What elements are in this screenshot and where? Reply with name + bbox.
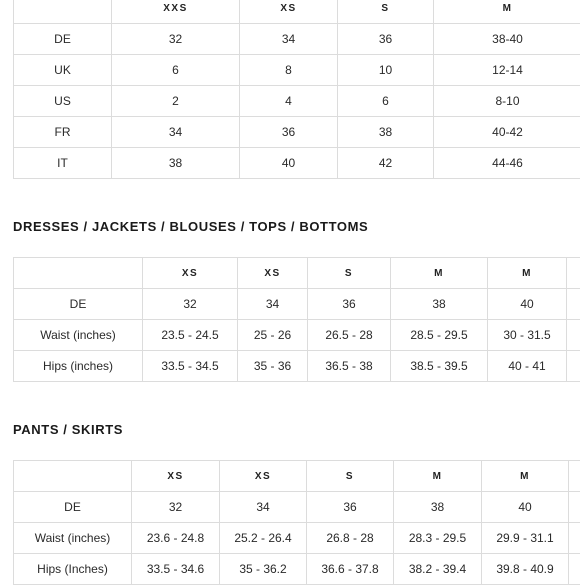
table-row xyxy=(14,351,580,382)
row-label: Waist (inches) xyxy=(14,523,132,554)
table-cell xyxy=(567,320,580,351)
pants-size-table xyxy=(13,460,580,585)
table-cell: 32 xyxy=(143,289,238,320)
table-cell: 36 xyxy=(307,492,394,523)
table-cell: 6 xyxy=(338,86,434,117)
table-header-row xyxy=(14,461,580,492)
table-cell: 25 - 26 xyxy=(238,320,308,351)
table-cell: 6 xyxy=(112,55,240,86)
row-label: FR xyxy=(14,117,112,148)
table-cell: 34 xyxy=(220,492,307,523)
table-cell: 23.5 - 24.5 xyxy=(143,320,238,351)
header-cell xyxy=(14,0,112,24)
header-cell: M xyxy=(482,461,569,492)
table-cell: 44-46 xyxy=(434,148,580,179)
table-cell: 8-10 xyxy=(434,86,580,117)
table-cell: 38 xyxy=(391,289,488,320)
header-cell: XS xyxy=(143,258,238,289)
table-header-row xyxy=(14,258,580,289)
table-cell: 10 xyxy=(338,55,434,86)
header-cell: M xyxy=(394,461,482,492)
header-cell xyxy=(14,258,143,289)
dresses-size-table xyxy=(13,257,580,382)
table-cell xyxy=(569,492,580,523)
row-label: Hips (Inches) xyxy=(14,554,132,585)
row-label: IT xyxy=(14,148,112,179)
table-cell: 4 xyxy=(240,86,338,117)
header-cell: S xyxy=(308,258,391,289)
table-cell: 38.5 - 39.5 xyxy=(391,351,488,382)
header-cell: XS xyxy=(238,258,308,289)
table-row xyxy=(14,289,580,320)
table-cell: 42 xyxy=(338,148,434,179)
table-cell: 30 - 31.5 xyxy=(488,320,567,351)
section-title-pants: PANTS / SKIRTS xyxy=(13,422,123,437)
table-cell: 26.8 - 28 xyxy=(307,523,394,554)
row-label: DE xyxy=(14,289,143,320)
row-label: DE xyxy=(14,492,132,523)
table-cell: 36.5 - 38 xyxy=(308,351,391,382)
table-cell: 38 xyxy=(112,148,240,179)
header-cell: XS xyxy=(240,0,338,24)
table-cell: 2 xyxy=(112,86,240,117)
table-cell: 12-14 xyxy=(434,55,580,86)
table-row xyxy=(14,492,580,523)
table-cell: 32 xyxy=(132,492,220,523)
table-cell: 28.5 - 29.5 xyxy=(391,320,488,351)
table-cell xyxy=(569,523,580,554)
row-label: Hips (inches) xyxy=(14,351,143,382)
table-row xyxy=(14,523,580,554)
size-conversion-table xyxy=(13,0,580,179)
header-cell: S xyxy=(338,0,434,24)
table-row xyxy=(14,117,580,148)
table-cell: 33.5 - 34.5 xyxy=(143,351,238,382)
row-label: Waist (inches) xyxy=(14,320,143,351)
table-cell: 38.2 - 39.4 xyxy=(394,554,482,585)
table-row xyxy=(14,24,580,55)
header-cell: XS xyxy=(132,461,220,492)
table-cell: 26.5 - 28 xyxy=(308,320,391,351)
table-cell: 35 - 36.2 xyxy=(220,554,307,585)
header-cell xyxy=(14,461,132,492)
table-cell: 34 xyxy=(238,289,308,320)
header-cell: XXS xyxy=(112,0,240,24)
table-cell: 36 xyxy=(338,24,434,55)
table-cell xyxy=(567,351,580,382)
table-cell: 25.2 - 26.4 xyxy=(220,523,307,554)
table-cell: 36.6 - 37.8 xyxy=(307,554,394,585)
table-cell: 39.8 - 40.9 xyxy=(482,554,569,585)
table-row xyxy=(14,148,580,179)
table-row xyxy=(14,55,580,86)
section-title-dresses: DRESSES / JACKETS / BLOUSES / TOPS / BOTTOMS xyxy=(13,219,368,234)
table-row xyxy=(14,320,580,351)
table-cell: 29.9 - 31.1 xyxy=(482,523,569,554)
table-cell: 32 xyxy=(112,24,240,55)
table-row xyxy=(14,86,580,117)
table-cell: 34 xyxy=(240,24,338,55)
table-cell: 36 xyxy=(308,289,391,320)
header-cell: M xyxy=(391,258,488,289)
table-cell: 40 xyxy=(488,289,567,320)
header-cell: M xyxy=(434,0,580,24)
table-cell: 38 xyxy=(338,117,434,148)
table-cell: 38 xyxy=(394,492,482,523)
header-cell: M xyxy=(488,258,567,289)
row-label: UK xyxy=(14,55,112,86)
header-cell: S xyxy=(307,461,394,492)
table-header-row xyxy=(14,0,580,24)
table-cell: 40 - 41 xyxy=(488,351,567,382)
table-cell: 34 xyxy=(112,117,240,148)
table-cell: 40-42 xyxy=(434,117,580,148)
row-label: DE xyxy=(14,24,112,55)
table-cell xyxy=(567,289,580,320)
header-cell xyxy=(569,461,580,492)
table-cell: 38-40 xyxy=(434,24,580,55)
table-cell: 40 xyxy=(240,148,338,179)
table-cell: 33.5 - 34.6 xyxy=(132,554,220,585)
table-cell: 8 xyxy=(240,55,338,86)
table-cell: 36 xyxy=(240,117,338,148)
header-cell xyxy=(567,258,580,289)
row-label: US xyxy=(14,86,112,117)
table-cell: 40 xyxy=(482,492,569,523)
table-cell: 35 - 36 xyxy=(238,351,308,382)
table-cell: 23.6 - 24.8 xyxy=(132,523,220,554)
table-cell: 28.3 - 29.5 xyxy=(394,523,482,554)
header-cell: XS xyxy=(220,461,307,492)
